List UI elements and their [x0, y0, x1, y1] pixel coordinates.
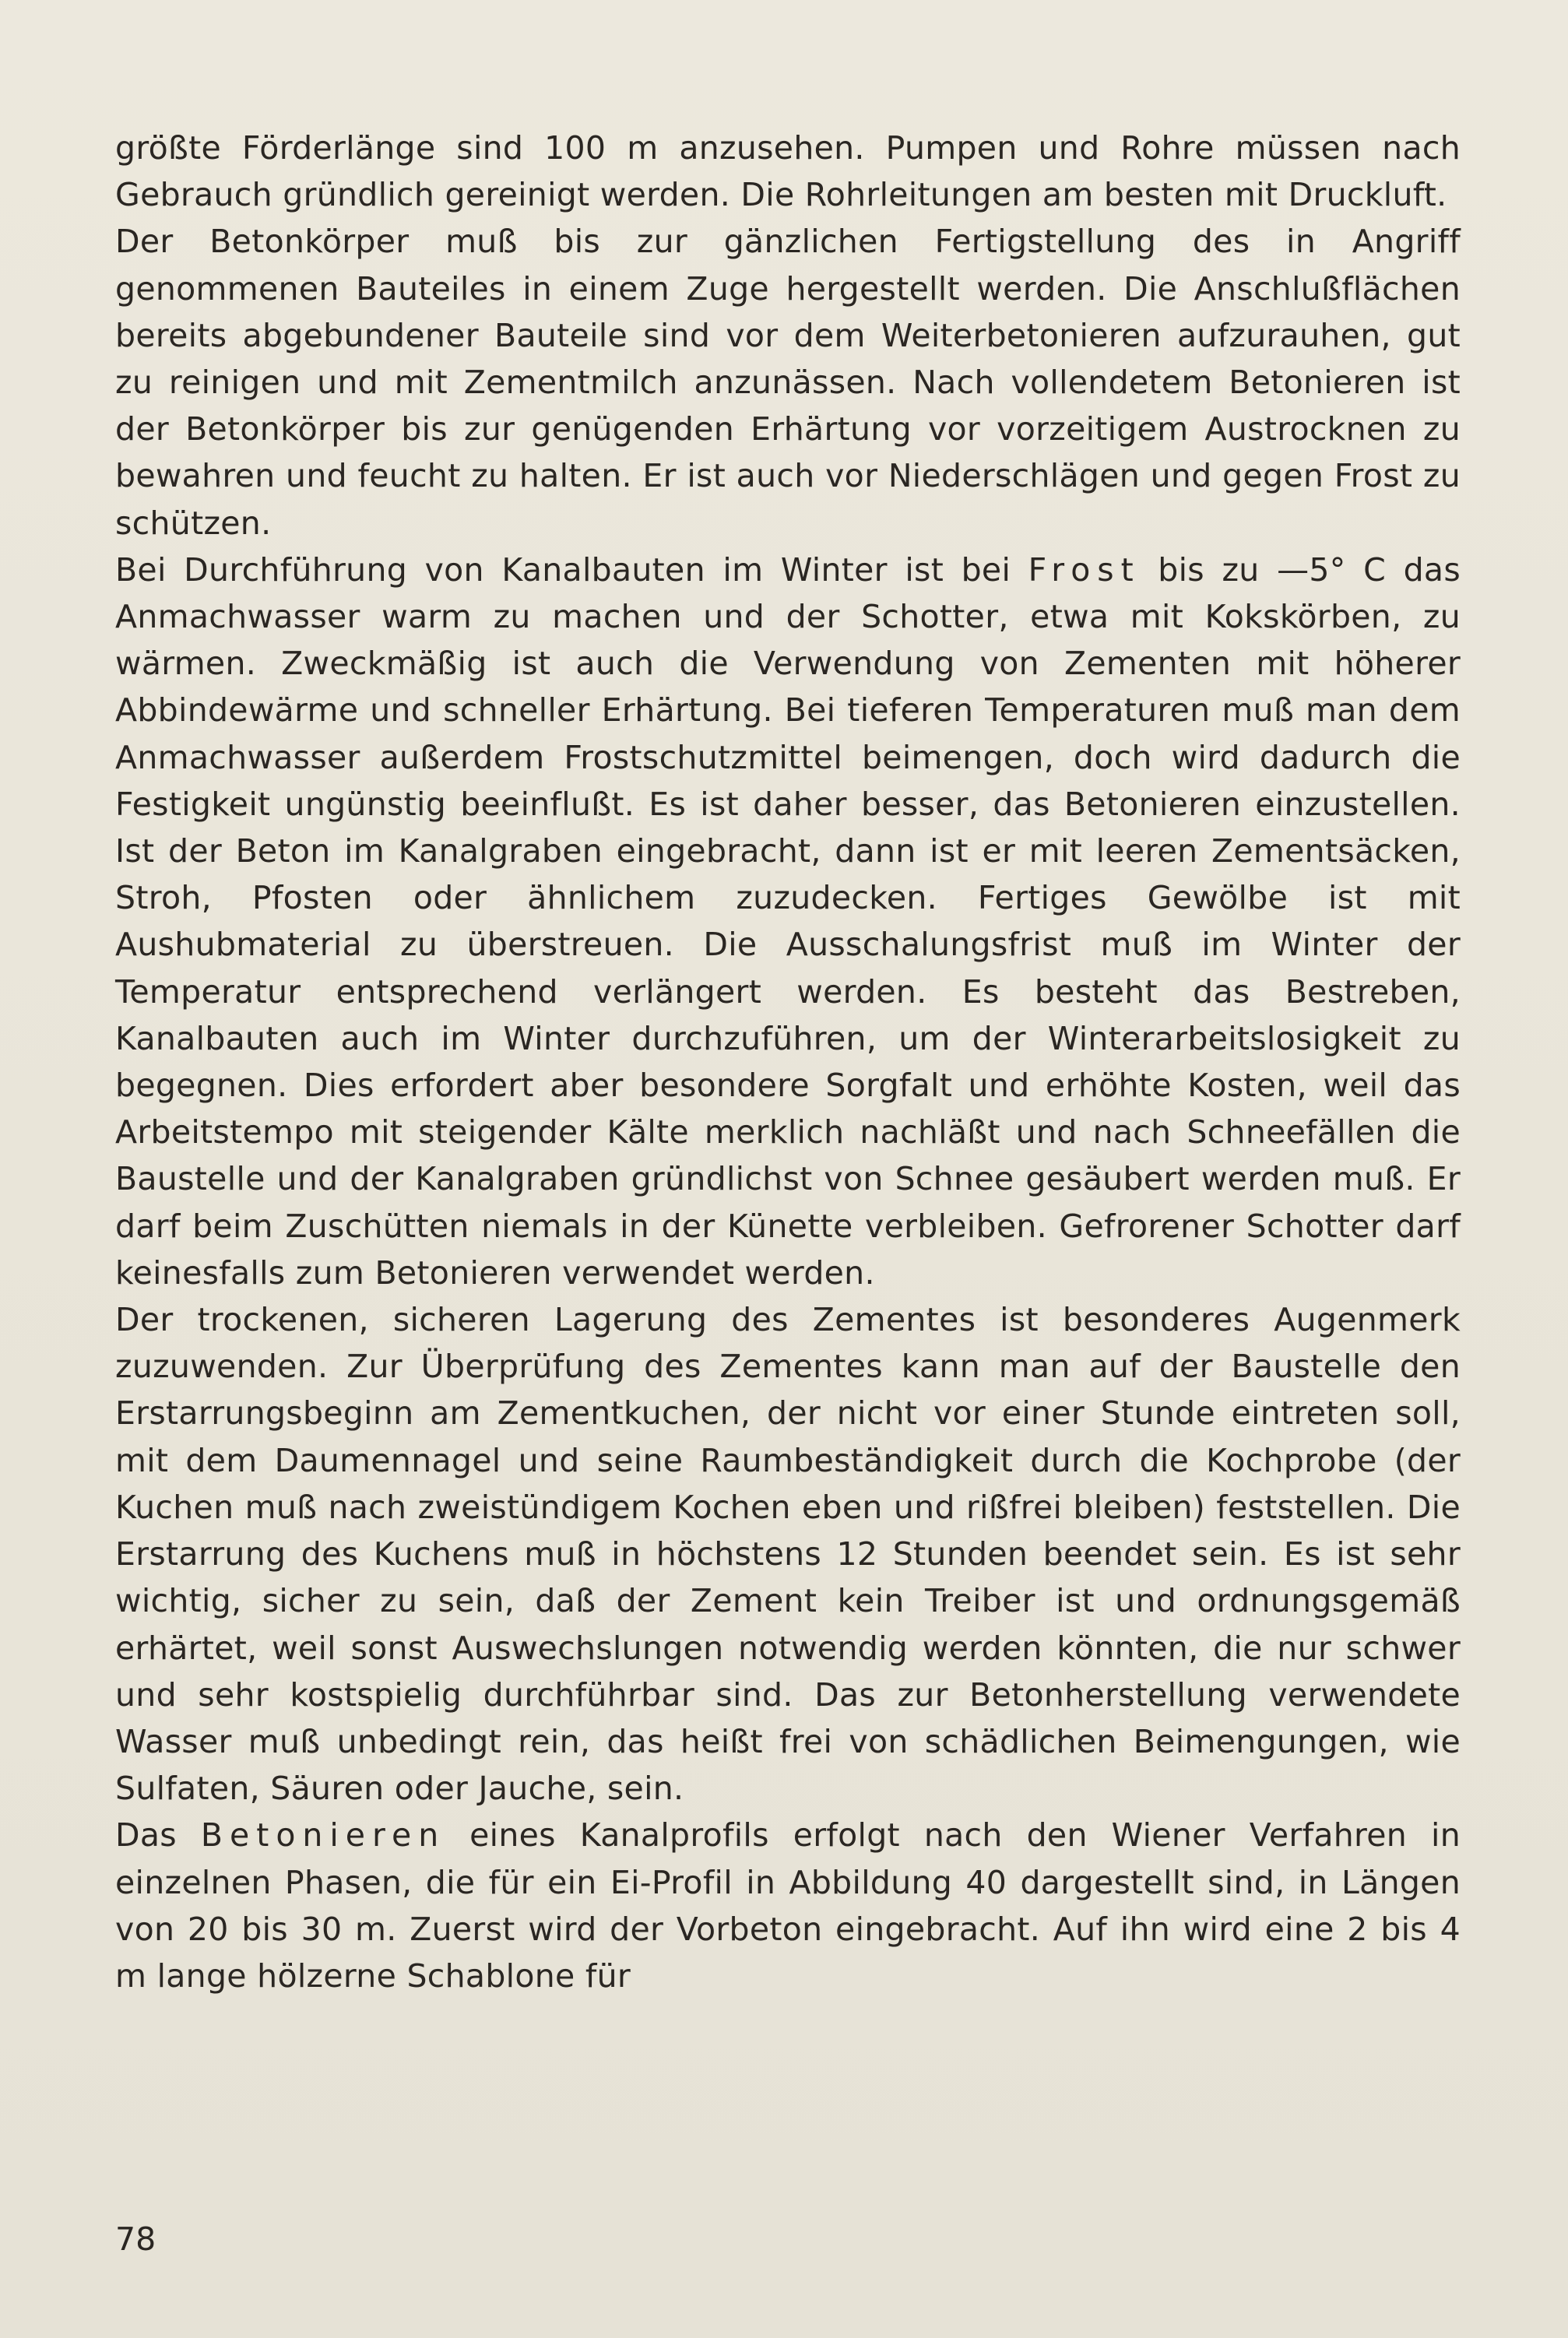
emphasis-frost: Frost [1028, 550, 1141, 589]
page-number: 78 [115, 2220, 156, 2258]
paragraph-winter-construction [115, 547, 1461, 1296]
paragraph-cement-storage: Der trockenen, sicheren Lagerung des Zementes ist besonderes Augenmerk zuzuwenden. Zur Überprüfung des Zementes kann man auf der Baustelle den Erstarrungsbeginn am Zementkuchen, der nicht vor einer Stunde eintreten soll, mit dem Daumennagel und seine Raumbeständigkeit durch die Kochprobe (der Kuchen muß nach zweistündigem Kochen eben und rißfrei bleiben) feststellen. Die Erstarrung des Kuchens muß in höchstens 12 Stunden beendet sein. Es ist sehr wichtig, sicher zu sein, daß der Zement kein Treiber ist und ordnungsgemäß erhärtet, weil sonst Auswechslungen notwendig werden könnten, die nur schwer und sehr kostspielig durchführbar sind. Das zur Betonherstellung verwendete Wasser muß unbedingt rein, das heißt frei von schädlichen Beimengungen, wie Sulfaten, Säuren oder Jauche, sein. [115, 1301, 1461, 1808]
paragraph-concreting-process [115, 1812, 1461, 1999]
body-text [115, 125, 1461, 1999]
paragraph-winter-post: bis zu —5° C das Anmachwasser warm zu machen und der Schotter, etwa mit Kokskörben, zu wärmen. Zweckmäßig ist auch die Verwendung von Zementen mit höherer Abbindewärme und schneller Erhärtung. Bei tieferen Temperaturen muß man dem Anmachwasser außerdem Frostschutzmittel beimengen, doch wird dadurch die Festigkeit ungünstig beeinflußt. Es ist daher besser, das Betonieren einzustellen. Ist der Beton im Kanalgraben eingebracht, dann ist er mit leeren Zementsäcken, Stroh, Pfosten oder ähnlichem zuzudecken. Fertiges Gewölbe ist mit Aushubmaterial zu überstreuen. Die Ausschalungsfrist muß im Winter der Temperatur entsprechend verlängert werden. Es besteht das Bestreben, Kanalbauten auch im Winter durchzuführen, um der Winterarbeitslosigkeit zu begegnen. Dies erfordert aber besondere Sorgfalt und erhöhte Kosten, weil das Arbeitstempo mit steigender Kälte merklich nachläßt und nach Schneefällen die Baustelle und der Kanalgraben gründlichst von Schnee gesäubert werden muß. Er darf beim Zuschütten niemals in der Künette verbleiben. Gefrorener Schotter darf keinesfalls zum Betonieren verwendet werden. [115, 550, 1461, 1292]
paragraph-concrete-body: Der Betonkörper muß bis zur gänzlichen Fertigstellung des in Angriff genommenen Bauteiles in einem Zuge hergestellt werden. Die Anschlußflächen bereits abgebundener Bauteile sind vor dem Weiterbetonieren aufzurauhen, gut zu reinigen und mit Zementmilch anzunässen. Nach vollendetem Betonieren ist der Betonkörper bis zur genügenden Erhärtung vor vorzeitigem Austrocknen zu bewahren und feucht zu halten. Er ist auch vor Niederschlägen und gegen Frost zu schützen. [115, 223, 1461, 542]
paragraph-pump-cleaning: größte Förderlänge sind 100 m anzusehen. Pumpen und Rohre müssen nach Gebrauch gründlich gereinigt werden. Die Rohrleitungen am besten mit Druckluft. [115, 129, 1461, 214]
paragraph-concreting-pre: Das [115, 1816, 201, 1855]
paragraph-winter-pre: Bei Durchführung von Kanalbauten im Winter ist bei [115, 550, 1028, 589]
emphasis-betonieren: Betonieren [200, 1816, 446, 1855]
paragraph-concreting-post: eines Kanalprofils erfolgt nach den Wiener Verfahren in einzelnen Phasen, die für ein Ei-Profil in Abbildung 40 dargestellt sind, in Längen von 20 bis 30 m. Zuerst wird der Vorbeton eingebracht. Auf ihn wird eine 2 bis 4 m lange hölzerne Schablone für [115, 1816, 1461, 1995]
